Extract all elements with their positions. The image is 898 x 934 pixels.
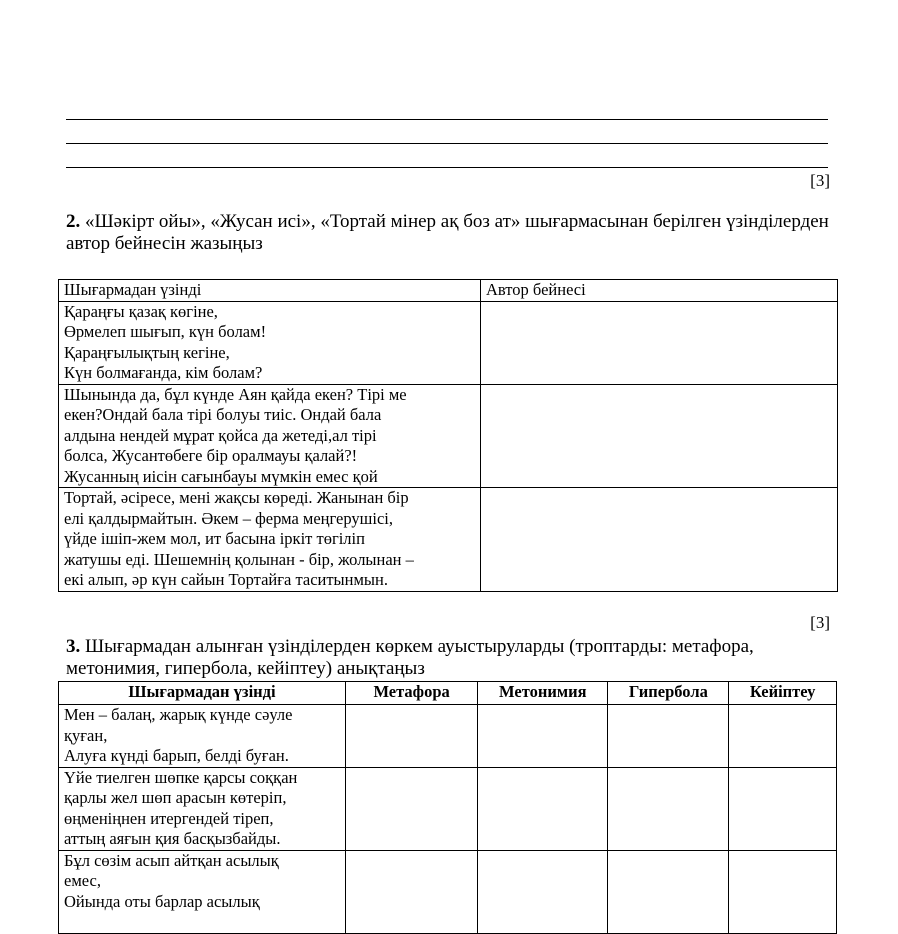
excerpt-cell: [59, 301, 481, 384]
excerpt-line: аттың аяғын қия басқызбайды.: [64, 829, 281, 848]
header-author-image: Автор бейнесі: [481, 280, 838, 302]
hyperbole-answer-cell[interactable]: [608, 767, 729, 850]
table-row: [59, 301, 838, 384]
question-2-text: «Шәкірт ойы», «Жусан исі», «Тортай мінер ақ боз ат» шығармасынан берілген үзінділерден автор бейнесін жазыңыз: [66, 211, 829, 254]
excerpt-cell: [59, 705, 346, 768]
excerpt-line: қарлы жел шөп арасын көтеріп,: [64, 788, 287, 807]
metaphor-answer-cell[interactable]: [346, 850, 478, 933]
table-row: [59, 850, 837, 933]
excerpt-line: екен?Ондай бала тірі болуы тиіс. Ондай бала: [64, 405, 382, 424]
excerpt-line: жатушы еді. Шешемнің қолынан - бір, жолынан –: [64, 549, 414, 569]
personification-answer-cell[interactable]: [729, 850, 837, 933]
excerpt-line: Ойында оты барлар асылық: [64, 891, 260, 911]
header-personification: Кейіптеу: [729, 682, 837, 705]
metonymy-answer-cell[interactable]: [478, 705, 608, 768]
table-row: [59, 384, 838, 488]
q2-score: [3]: [810, 613, 830, 632]
excerpt-line: Тортай, әсіресе, мені жақсы көреді. Жанынан бір: [64, 488, 409, 507]
header-hyperbole: Гипербола: [608, 682, 729, 705]
question-2: [66, 211, 836, 255]
excerpt-line: өңменіңнен итергендей тіреп,: [64, 808, 274, 828]
excerpt-line: Күн болмағанда, кім болам?: [64, 363, 263, 382]
excerpt-cell: [59, 488, 481, 592]
excerpt-line: Үйе тиелген шөпке қарсы соққан: [64, 767, 298, 787]
excerpt-line: Жусанның иісін сағынбауы мүмкін емес қой: [64, 466, 378, 486]
table-row: [59, 488, 838, 592]
personification-answer-cell[interactable]: [729, 705, 837, 768]
header-excerpt: Шығармадан үзінді: [59, 682, 346, 705]
answer-cell[interactable]: [481, 384, 838, 488]
answer-cell[interactable]: [481, 488, 838, 592]
header-metonymy: Метонимия: [478, 682, 608, 705]
excerpt-line: Мен – балаң, жарық күнде сәуле: [64, 705, 293, 724]
excerpt-line: екі алып, әр күн сайын Тортайға таситынмын.: [64, 570, 388, 589]
author-image-table: [58, 279, 838, 592]
metonymy-answer-cell[interactable]: [478, 850, 608, 933]
hyperbole-answer-cell[interactable]: [608, 705, 729, 768]
answer-line-2[interactable]: [66, 143, 828, 144]
table-header-row: [59, 280, 838, 302]
excerpt-line: Бұл сөзім асып айтқан асылық: [64, 850, 279, 870]
table-row: [59, 705, 837, 768]
answer-cell[interactable]: [481, 301, 838, 384]
question-3: [66, 636, 836, 680]
q1-score: [3]: [810, 171, 830, 190]
answer-line-1[interactable]: [66, 119, 828, 120]
table-row: [59, 767, 837, 850]
answer-line-3[interactable]: [66, 167, 828, 168]
excerpt-line: қуған,: [64, 725, 108, 745]
excerpt-cell: [59, 384, 481, 488]
personification-answer-cell[interactable]: [729, 767, 837, 850]
excerpt-line: Шынында да, бұл күнде Аян қайда екен? Тірі ме: [64, 384, 407, 404]
excerpt-line: Алуға күнді барып, белді буған.: [64, 746, 289, 765]
excerpt-cell: [59, 767, 346, 850]
metaphor-answer-cell[interactable]: [346, 705, 478, 768]
metaphor-answer-cell[interactable]: [346, 767, 478, 850]
excerpt-line: Өрмелеп шығып, күн болам!: [64, 322, 267, 341]
excerpt-line: болса, Жусантөбеге бір оралмауы қалай?!: [64, 446, 358, 465]
metonymy-answer-cell[interactable]: [478, 767, 608, 850]
excerpt-line: емес,: [64, 871, 101, 890]
question-3-number: 3.: [66, 636, 81, 657]
header-metaphor: Метафора: [346, 682, 478, 705]
table-header-row: [59, 682, 837, 705]
question-2-number: 2.: [66, 211, 81, 232]
question-3-text: Шығармадан алынған үзінділерден көркем ауыстыруларды (троптарды: метафора, метонимия, гипербола, кейіптеу) анықтаңыз: [66, 636, 754, 679]
header-excerpt: Шығармадан үзінді: [59, 280, 481, 302]
excerpt-line: үйде ішіп-жем мол, ит басына іркіт төгіліп: [64, 529, 365, 548]
excerpt-line: алдына нендей мұрат қойса да жетеді,ал тірі: [64, 425, 377, 445]
tropes-table: [58, 681, 837, 934]
hyperbole-answer-cell[interactable]: [608, 850, 729, 933]
excerpt-line: Қараңғы қазақ көгіне,: [64, 301, 218, 321]
excerpt-line: Қараңғылықтың кегіне,: [64, 342, 230, 362]
excerpt-line: елі қалдырмайтын. Әкем – ферма меңгерушісі,: [64, 508, 393, 528]
excerpt-cell: [59, 850, 346, 933]
